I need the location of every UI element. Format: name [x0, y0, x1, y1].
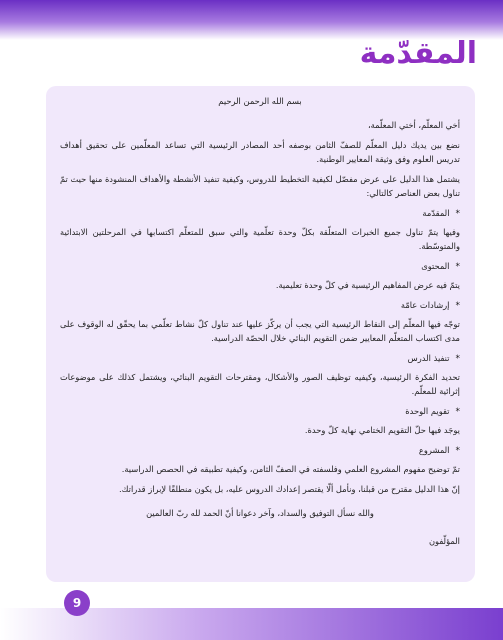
signature: المؤلّفون	[428, 536, 460, 546]
section-heading-label: تنفيذ الدرس	[407, 353, 450, 363]
star-bullet-icon: *	[455, 446, 460, 456]
section-heading	[60, 351, 460, 366]
header-band	[0, 0, 503, 40]
star-bullet-icon: *	[455, 354, 460, 364]
section-heading	[60, 298, 460, 313]
section-heading	[60, 206, 460, 221]
section-body: توجّه فيها المعلّم إلى النقاط الرئيسية التي يجب أن يركّز عليها عند تناول كلّ نشاط تعلّمي بما يحقّق له الوقوف على مدى اكتساب المتعلّم المعايير ضمن التقويم البنائي خلال الحصّة الدراسية.	[60, 319, 460, 343]
section-heading-label: تقويم الوحدة	[405, 406, 450, 416]
section-body: تمّ توضيح مفهوم المشروع العلمي وفلسفته في الصفّ الثامن، وكيفية تطبيقه في الحصص الدراسية.	[121, 464, 460, 474]
greeting: أخي المعلّم، أختي المعلّمة،	[368, 120, 460, 130]
basmala: بسم الله الرحمن الرحيم	[218, 96, 302, 106]
section-body: تحديد الفكرة الرئيسية، وكيفيه توظيف الصور والأشكال، ومقترحات التقويم البنائي، ويشتمل كذلك على موضوعات إثرائية للمعلّم.	[60, 372, 460, 396]
section-body: يوجَد فيها حلّ التقويم الختامي نهاية كلّ وحدة.	[304, 425, 460, 435]
section-heading	[60, 259, 460, 274]
section-heading	[60, 404, 460, 419]
star-bullet-icon: *	[455, 209, 460, 219]
preface-content	[60, 94, 460, 548]
section-heading-label: المقدّمة	[422, 208, 450, 218]
star-bullet-icon: *	[455, 301, 460, 311]
note-paragraph: إنّ هذا الدليل مقترح من قبلنا، ونأمل ألّا يقتصر إعدادك الدروس عليه، بل يكون منطلقًا لإبراز قدراتك.	[119, 484, 460, 494]
star-bullet-icon: *	[455, 407, 460, 417]
section-body: وفيها يتمّ تناول جميع الخبرات المتعلّقة بكلّ وحدة تعلّمية والتي سبق للمتعلّم اكتسابها في المرحلتين الابتدائية والمتوسّطة.	[60, 227, 460, 251]
section-heading-label: المحتوى	[421, 261, 450, 271]
star-bullet-icon: *	[455, 262, 460, 272]
page-title: المقدّمة	[359, 36, 477, 71]
section-body: يتمّ فيه عرض المفاهيم الرئيسية في كلّ وحدة تعليمية.	[275, 280, 460, 290]
section-heading-label: إرشادات عامّة	[400, 300, 450, 310]
section-heading-label: المشروع	[418, 445, 450, 455]
section-heading	[60, 443, 460, 458]
page-number-badge: 9	[64, 590, 90, 616]
intro-paragraph-1: نضع بين يديك دليل المعلّم للصفّ الثامن بوصفه أحد المصادر الرئيسية التي تساعد المعلّمين على تحقيق أهداف تدريس العلوم وفق وثيقة المعايير الوطنية.	[60, 140, 460, 164]
closing-line: والله نسأل التوفيق والسداد، وآخر دعوانا أنّ الحمد لله ربّ العالمين	[146, 508, 374, 518]
intro-paragraph-2: يشتمل هذا الدليل على عرض مفصّل لكيفية التخطيط للدروس، وكيفية تنفيذ الأنشطة والأهداف المنشودة منها حيث تمّ تناول بعض العناصر كالتالي:	[60, 174, 460, 198]
